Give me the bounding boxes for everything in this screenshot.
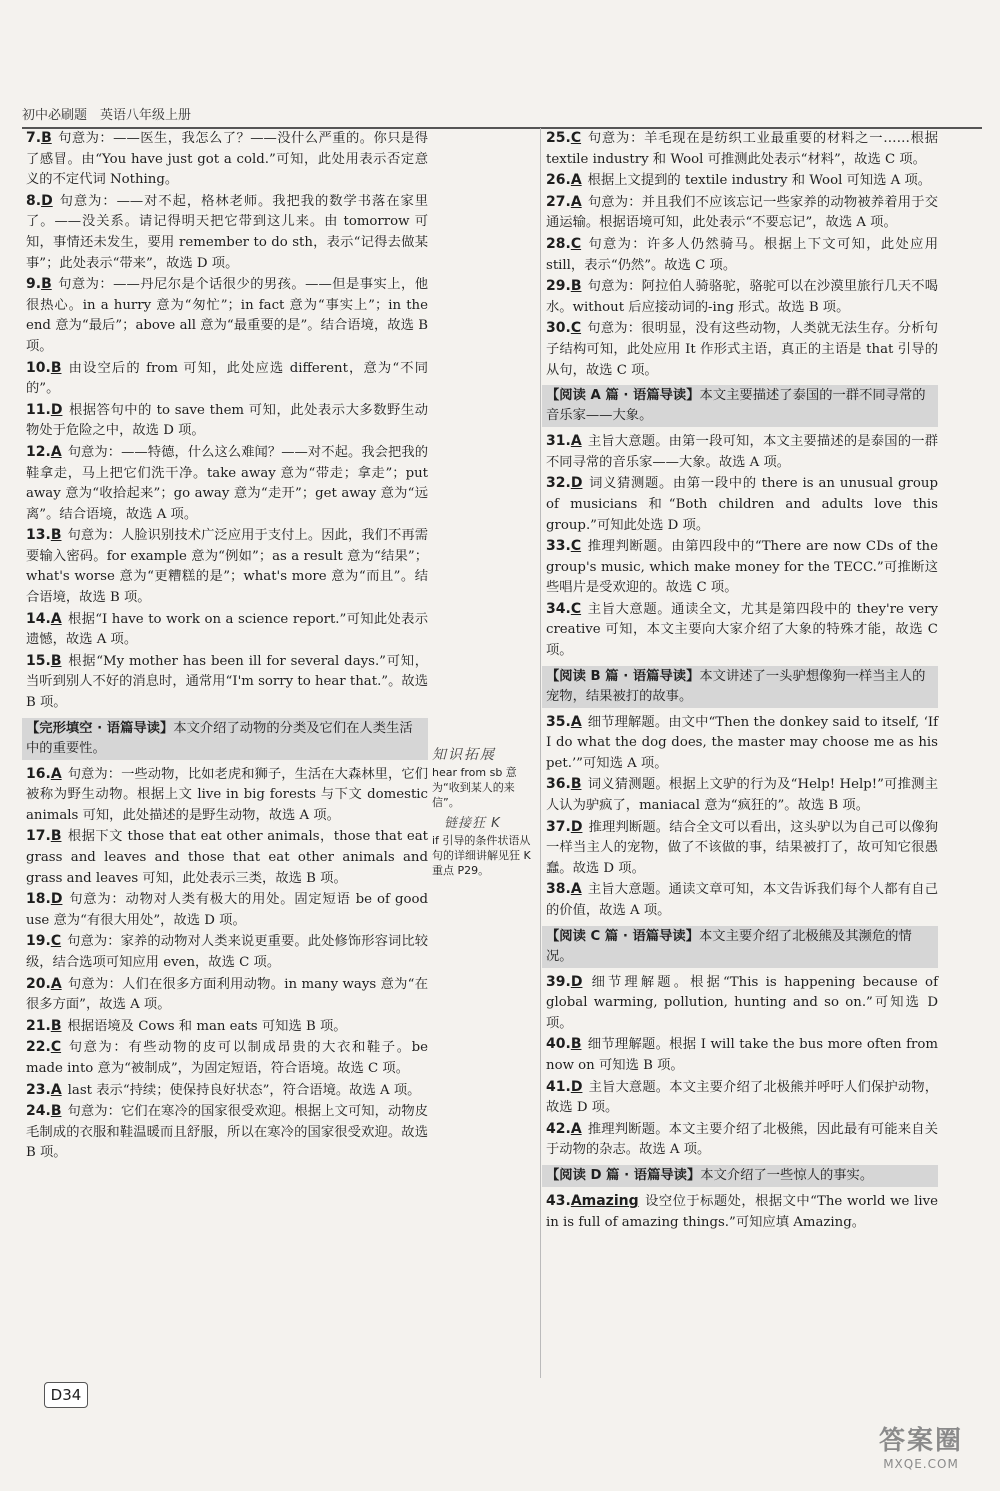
answer-choice: A [570,1120,582,1137]
explanation-text: 句意为：它们在寒冷的国家很受欢迎。根据上文可知，动物皮毛制成的衣服和鞋温暖而且舒服，所以在寒冷的国家很受欢迎。故选 B 项。 [26,1104,428,1161]
question-number: 31. [546,433,571,450]
answer-choice: C [50,1039,62,1056]
answer-choice: D [50,891,63,908]
answer-item [546,431,938,473]
answer-choice: B [50,1103,62,1120]
explanation-text: 句意为：——医生，我怎么了？——没什么严重的。你只是得了感冒。由“You have just got a cold.”可知，此处用表示否定意义的不定代词 Nothing。 [26,131,428,188]
explanation-text: 句意为：人脸识别技术广泛应用于支付上。因此，我们不再需要输入密码。for example 意为“例如”；as a result 意为“结果”；what's worse 意为“更糟糕的是”；what's more 意为“而且”。结合语境，故选 B 项。 [26,528,428,606]
question-number: 29. [546,278,571,295]
explanation-text: 主旨大意题。通读全文，尤其是第四段中的 they're very creative 可知，本文主要向大家介绍了大象的特殊才能，故选 C 项。 [546,601,938,659]
section-header [542,666,938,708]
right-column [546,128,938,1233]
answer-item [26,128,428,191]
answer-choice: D [41,192,53,209]
question-number: 22. [26,1039,51,1056]
question-number: 37. [546,818,571,835]
explanation-text: 主旨大意题。通读文章可知，本文告诉我们每个人都有自己的价值，故选 A 项。 [546,882,938,918]
answer-item [546,712,938,775]
explanation-text: 推理判断题。由第四段中的“There are now CDs of the group's music, which make money for the TECC.”可推断这些唱片是受欢迎的。故选 C 项。 [546,539,938,596]
answer-choice: A [50,443,62,460]
question-number: 15. [26,652,51,669]
answer-item [26,525,428,608]
question-number: 10. [26,359,51,376]
answer-item [26,358,428,400]
answer-item [26,442,428,525]
answer-choice: B [41,130,52,146]
answer-choice: B [570,776,582,793]
explanation-text: 根据下文 those that eat other animals，those that eat grass and leaves and those that eat other animals and grass and leaves 可知，此处表示三类，故选 B 项。 [26,829,428,886]
answer-item [26,400,428,442]
section-summary: 本文主要介绍了北极熊及其濒危的情况。 [546,928,912,964]
answer-item [546,817,938,880]
explanation-text: 细节理解题。由文中“Then the donkey said to itself, ‘If I do what the dog does, the master may choose me as his pet.’”可知选 A 项。 [546,714,938,771]
answer-item [546,536,938,599]
answer-choice: D [50,401,63,418]
answer-choice: A [50,610,62,627]
page-header [22,104,982,129]
section-label: 【阅读 A 篇 · 语篇导读】 [546,388,700,404]
answer-item [546,774,938,816]
answer-item [546,1119,938,1161]
column-divider [540,128,541,1378]
answer-choice: A [50,765,62,782]
watermark-logo [862,1420,980,1480]
question-number: 32. [546,475,571,492]
question-number: 23. [26,1081,51,1098]
answer-choice: B [50,652,62,669]
question-number: 19. [26,933,51,950]
answer-item [546,1034,938,1076]
answer-item [546,128,938,170]
question-number: 34. [546,600,571,617]
question-number: 38. [546,881,571,898]
answer-choice: B [570,1036,582,1053]
question-number: 41. [546,1078,571,1095]
answer-item [26,609,428,651]
question-number: 42. [546,1120,571,1137]
left-column [26,128,428,1164]
answer-item [546,192,938,234]
answer-item [26,764,428,827]
section-header [542,385,938,427]
question-number: 30. [546,320,571,337]
explanation-text: 由设空后的 from 可知，此处应选 different，意为“不同的”。 [26,360,428,397]
question-number: 39. [546,973,571,990]
question-number: 24. [26,1103,51,1120]
explanation-text: 根据“My mother has been ill for several days.”可知，当听到别人不好的消息时，通常用“I'm sorry to hear that.”。故选 B 项。 [26,653,428,711]
answer-item [26,274,428,357]
answer-item [546,599,938,662]
answer-item [546,1191,938,1233]
answer-item [26,1101,428,1164]
answer-choice: A [50,975,62,992]
question-number: 12. [26,443,51,460]
question-number: 11. [26,401,51,418]
explanation-text: 设空位于标题处，根据文中“The world we live in is full of amazing things.”可知应填 Amazing。 [546,1193,938,1230]
explanation-text: 词义猜测题。根据上文驴的行为及“Help! Help!”可推测主人认为驴疯了，maniacal 意为“疯狂的”。故选 B 项。 [546,777,938,814]
explanation-text: 细节理解题。根据 I will take the bus more often from now on 可知选 B 项。 [546,1037,938,1073]
answer-choice: D [570,818,583,835]
explanation-text: 根据“I have to work on a science report.”可知此处表示遗憾，故选 A 项。 [26,611,428,648]
explanation-text: 根据上文提到的 textile industry 和 Wool 可知选 A 项。 [587,173,932,189]
answer-choice: C [570,320,582,337]
answer-choice: C [570,130,582,146]
answer-choice: B [41,276,52,293]
question-number: 14. [26,610,51,627]
explanation-text: 句意为：有些动物的皮可以制成昂贵的大衣和鞋子。be made into 意为“被制成”，为固定短语，符合语境。故选 C 项。 [26,1040,428,1076]
answer-item [546,1077,938,1119]
answer-choice: D [570,1078,583,1095]
answer-choice: B [50,527,62,544]
answer-item [546,170,938,192]
answer-choice: A [570,193,582,210]
page-number: D34 [44,1382,88,1408]
explanation-text: 句意为：很明显，没有这些动物，人类就无法生存。分析句子结构可知，此处应用 It 作形式主语，真正的主语是 that 引导的从句，故选 C 项。 [546,321,938,378]
answer-choice: Amazing [570,1192,639,1209]
explanation-text: last 表示“持续；使保持良好状态”，符合语境。故选 A 项。 [67,1082,421,1098]
answer-choice: C [570,600,582,617]
question-number: 35. [546,713,571,730]
question-number: 26. [546,172,571,189]
answer-choice: C [570,235,582,252]
answer-item [26,1037,428,1079]
section-header [542,1165,938,1187]
answer-item [546,318,938,381]
explanation-text: 句意为：家养的动物对人类来说更重要。此处修饰形容词比较级，结合选项可知应用 even，故选 C 项。 [26,934,428,970]
answer-item [26,974,428,1016]
answer-choice: B [50,359,62,376]
section-label: 【阅读 C 篇 · 语篇导读】 [546,928,699,944]
question-number: 7. [26,130,42,146]
watermark-url: MXQE.COM [883,1457,959,1471]
question-number: 21. [26,1017,51,1034]
section-header [542,926,938,968]
explanation-text: 句意为：许多人仍然骑马。根据上下文可知，此处应用 still，表示“仍然”。故选 C 项。 [546,236,938,273]
question-number: 9. [26,276,42,293]
sidebar-text: hear from sb 意为“收到某人的来信”。 [432,766,517,809]
explanation-text: 句意为：一些动物，比如老虎和狮子，生活在大森林里，它们被称为野生动物。根据上文 live in big forests 与下文 domestic animals 可知，此处描述的是野生动物，故选 A 项。 [26,766,428,823]
answer-item [546,972,938,1035]
explanation-text: 句意为：动物对人类有极大的用处。固定短语 be of good use 意为“有很大用处”，故选 D 项。 [26,892,428,928]
answer-choice: A [570,172,582,189]
section-summary: 本文介绍了一些惊人的事实。 [700,1167,874,1183]
question-number: 13. [26,527,51,544]
answer-item [546,234,938,276]
section-label: 【阅读 D 篇 · 语篇导读】 [546,1167,701,1183]
question-number: 28. [546,235,571,252]
answer-item [26,1016,428,1038]
question-number: 33. [546,538,571,555]
section-summary: 本文主要描述了泰国的一群不同寻常的音乐家——大象。 [546,388,926,424]
section-label: 【阅读 B 篇 · 语篇导读】 [546,668,700,684]
answer-choice: A [50,1081,62,1098]
answer-choice: B [50,1017,62,1034]
explanation-text: 句意为：——丹尼尔是个话很少的男孩。——但是事实上，他很热心。in a hurry 意为“匆忙”；in fact 意为“事实上”；in the end 意为“最后”；above all 意为“最重要的是”。结合语境，故选 B 项。 [26,277,428,354]
explanation-text: 句意为：并且我们不应该忘记一些家养的动物被养着用于交通运输。根据语境可知，此处表示“不要忘记”，故选 A 项。 [546,194,938,231]
section-summary: 本文介绍了动物的分类及它们在人类生活中的重要性。 [26,720,413,756]
answer-choice: B [50,828,62,845]
answer-item [546,473,938,536]
answer-choice: B [570,278,582,295]
explanation-text: 细节理解题。根据“This is happening because of global warming, pollution, hunting and so on.”可知选 D 项。 [546,974,938,1031]
section-label: 【完形填空 · 语篇导读】 [26,720,174,736]
question-number: 18. [26,891,51,908]
answer-item [26,931,428,973]
explanation-text: 根据答句中的 to save them 可知，此处表示大多数野生动物处于危险之中，故选 D 项。 [26,402,428,439]
answer-choice: A [570,881,582,898]
question-number: 20. [26,975,51,992]
explanation-text: 句意为：阿拉伯人骑骆驼，骆驼可以在沙漠里旅行几天不喝水。without 后应接动词的-ing 形式。故选 B 项。 [546,279,938,315]
answer-choice: C [570,538,582,555]
watermark-title: 答案圈 [878,1426,963,1456]
question-number: 40. [546,1036,571,1053]
answer-choice: D [570,475,583,492]
explanation-text: 句意为：——特德，什么这么难闻？——对不起。我会把我的鞋拿走，马上把它们洗干净。take away 意为“带走；拿走”；put away 意为“收拾起来”；go away 意为“走开”；get away 意为“远离”。结合语境，故选 A 项。 [26,444,428,522]
explanation-text: 主旨大意题。由第一段可知，本文主要描述的是泰国的一群不同寻常的音乐家——大象。故选 A 项。 [546,434,938,470]
explanation-text: 根据语境及 Cows 和 man eats 可知选 B 项。 [67,1018,347,1034]
section-header [22,718,428,760]
question-number: 8. [26,192,42,209]
knowledge-sidebar [432,748,540,878]
answer-item [26,651,428,714]
question-number: 16. [26,765,51,782]
answer-choice: D [570,973,583,990]
answer-choice: A [570,433,582,450]
sidebar-title: 知识拓展 [432,747,496,763]
explanation-text: 词义猜测题。由第一段中的 there is an unusual group of musicians 和“Both children and adults love this group.”可知此处选 D 项。 [546,476,938,533]
explanation-text: 主旨大意题。本文主要介绍了北极熊并呼吁人们保护动物，故选 D 项。 [546,1079,938,1116]
question-number: 17. [26,828,51,845]
explanation-text: 推理判断题。结合全文可以看出，这头驴以为自己可以像狗一样当主人的宠物，做了不该做的事，结果被打了，故可知它很愚蠢。故选 D 项。 [546,819,938,876]
sidebar-link-text: if 引导的条件状语从句的详细讲解见狂 K 重点 P29。 [432,834,531,877]
answer-item [546,276,938,318]
answer-item [26,1080,428,1102]
section-summary: 本文讲述了一头驴想像狗一样当主人的宠物，结果被打的故事。 [546,668,926,704]
question-number: 43. [546,1192,571,1209]
explanation-text: 句意为：羊毛现在是纺织工业最重要的材料之一……根据 textile industry 和 Wool 可推测此处表示“材料”，故选 C 项。 [546,131,938,167]
question-number: 27. [546,193,571,210]
answer-item [26,191,428,274]
answer-choice: A [570,713,582,730]
header-title: 初中必刷题 英语八年级上册 [22,108,192,123]
answer-item [546,879,938,921]
explanation-text: 句意为：——对不起，格林老师。我把我的数学书落在家里了。——没关系。请记得明天把它带到这儿来。由 tomorrow 可知，事情还未发生，要用 remember to do sth，表示“记得去做某事”；此处表示“带来”，故选 D 项。 [26,193,428,271]
explanation-text: 推理判断题。本文主要介绍了北极熊，因此最有可能来自关于动物的杂志。故选 A 项。 [546,1121,938,1158]
question-number: 25. [546,130,571,146]
answer-item [26,889,428,931]
explanation-text: 句意为：人们在很多方面利用动物。in many ways 意为“在很多方面”，故选 A 项。 [26,976,428,1013]
answer-item [26,826,428,889]
sidebar-link-title: 链接狂 K [444,816,501,831]
question-number: 36. [546,776,571,793]
answer-choice: C [50,933,62,950]
